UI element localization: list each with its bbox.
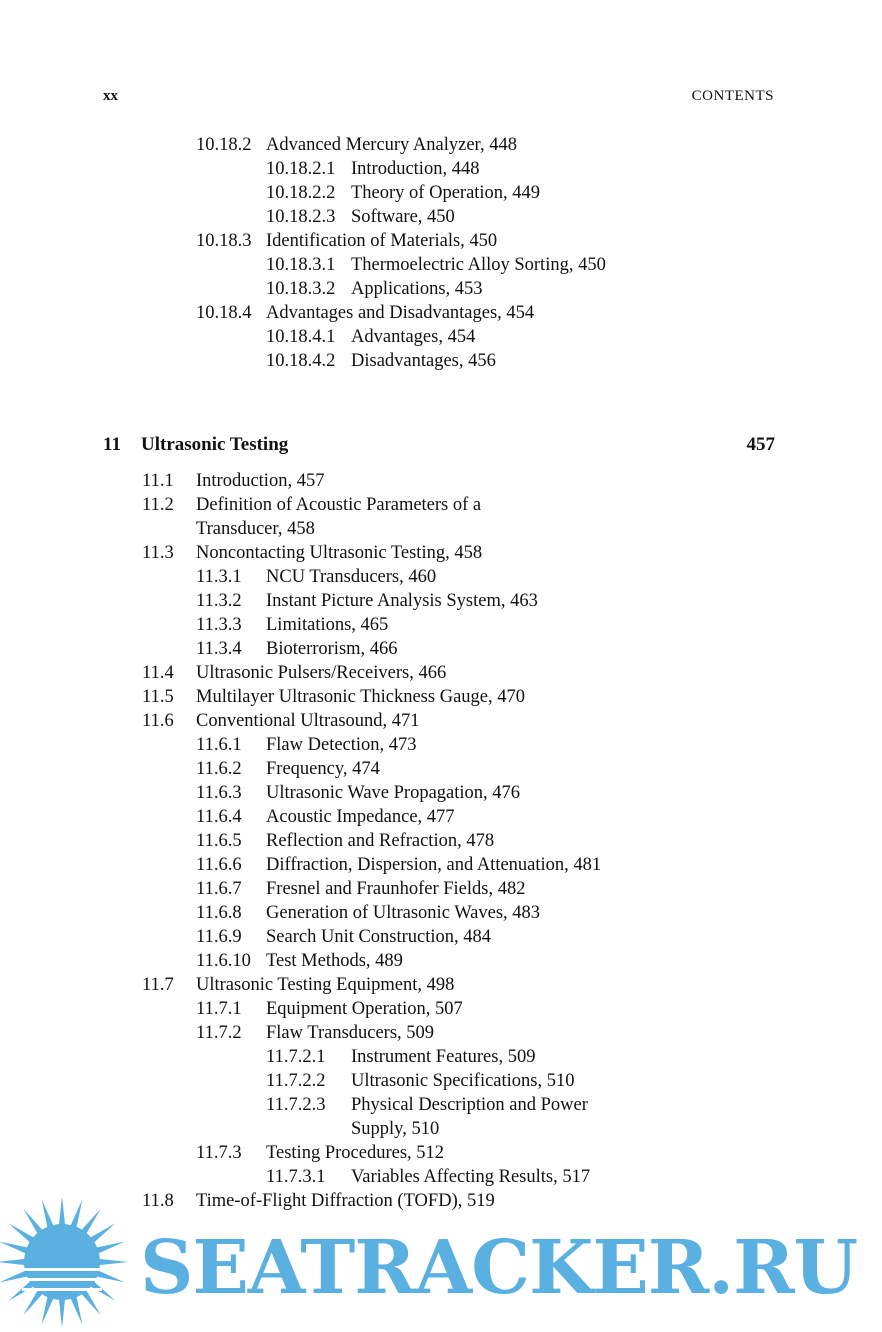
chapter-number: 11: [103, 434, 121, 455]
toc-entry-number: 11.6.4: [196, 807, 242, 827]
toc-entry-number: 11.7.3.1: [266, 1167, 326, 1187]
toc-entry-title: Frequency, 474: [266, 759, 380, 779]
toc-entry[interactable]: [0, 781, 882, 805]
toc-entry-number: 10.18.4: [196, 303, 252, 323]
toc-entry[interactable]: [0, 469, 882, 493]
toc-entry[interactable]: [0, 181, 882, 205]
toc-entry[interactable]: [0, 1141, 882, 1165]
toc-entry-number: 11.7: [142, 975, 174, 995]
toc-entry[interactable]: [0, 1165, 882, 1189]
toc-entry[interactable]: [0, 685, 882, 709]
toc-entry-title: Testing Procedures, 512: [266, 1143, 445, 1163]
toc-entry[interactable]: [0, 613, 882, 637]
toc-entry[interactable]: [0, 973, 882, 997]
toc-entry[interactable]: [0, 805, 882, 829]
toc-entry-number: 11.6.1: [196, 735, 242, 755]
toc-entry-title: Flaw Detection, 473: [266, 735, 417, 755]
toc-entry-title: Disadvantages, 456: [351, 351, 496, 371]
toc-entry[interactable]: [0, 325, 882, 349]
toc-entry-title: Advantages, 454: [351, 327, 476, 347]
toc-entry-title: Generation of Ultrasonic Waves, 483: [266, 903, 541, 923]
toc-entry-number: 11.6.2: [196, 759, 242, 779]
toc-entry[interactable]: [0, 877, 882, 901]
toc-entry-title: Theory of Operation, 449: [351, 183, 541, 203]
watermark-text: SEATRACKER.RU: [140, 1225, 858, 1311]
toc-entry-number: 10.18.2.2: [266, 183, 336, 203]
toc-entry-number: 11.6.5: [196, 831, 242, 851]
toc-entry-title: Applications, 453: [351, 279, 483, 299]
toc-entry[interactable]: [0, 997, 882, 1021]
toc-entry-title: Conventional Ultrasound, 471: [196, 711, 420, 731]
toc-entry[interactable]: [0, 1069, 882, 1093]
toc-entry-number: 11.6: [142, 711, 174, 731]
toc-entry-title: Acoustic Impedance, 477: [266, 807, 455, 827]
running-header: CONTENTS: [691, 88, 774, 104]
toc-entry-number: 10.18.4.2: [266, 351, 336, 371]
toc-entry-number: 10.18.2.3: [266, 207, 336, 227]
toc-entry-title: Test Methods, 489: [266, 951, 403, 971]
toc-entry-title: Instant Picture Analysis System, 463: [266, 591, 538, 611]
toc-entry-number: 10.18.2.1: [266, 159, 336, 179]
chapter-title: Ultrasonic Testing: [141, 434, 289, 455]
toc-entry-number: 11.7.1: [196, 999, 242, 1019]
toc-entry-number: 11.3.1: [196, 567, 242, 587]
toc-entry[interactable]: [0, 829, 882, 853]
toc-entry-title: Introduction, 457: [196, 471, 325, 491]
toc-entry[interactable]: [0, 757, 882, 781]
toc-entry[interactable]: [0, 541, 882, 565]
toc-entry-title: Software, 450: [351, 207, 455, 227]
toc-entry-title: Variables Affecting Results, 517: [351, 1167, 591, 1187]
toc-entry[interactable]: [0, 157, 882, 181]
toc-entry-number: 10.18.3.2: [266, 279, 336, 299]
toc-entry-title: Ultrasonic Wave Propagation, 476: [266, 783, 521, 803]
toc-entry-number: 11.3.4: [196, 639, 242, 659]
chapter-page: 457: [746, 434, 775, 455]
toc-entry[interactable]: [0, 733, 882, 757]
toc-entry-title: Introduction, 448: [351, 159, 480, 179]
toc-entry-title: Identification of Materials, 450: [266, 231, 498, 251]
toc-entry[interactable]: [0, 1021, 882, 1045]
toc-entry[interactable]: [0, 253, 882, 277]
toc-entry-title: Instrument Features, 509: [351, 1047, 536, 1067]
toc-entry-number: 11.7.2.2: [266, 1071, 326, 1091]
toc-entry-number: 11.1: [142, 471, 174, 491]
toc-entry-number: 11.4: [142, 663, 174, 683]
toc-entry-title: Transducer, 458: [196, 519, 315, 539]
toc-entry-number: 10.18.2: [196, 135, 252, 155]
toc-entry[interactable]: [0, 133, 882, 157]
toc-entry-title: Ultrasonic Testing Equipment, 498: [196, 975, 455, 995]
toc-entry-number: 11.6.6: [196, 855, 242, 875]
toc-entry-number: 11.2: [142, 495, 174, 515]
toc-entry-title: Definition of Acoustic Parameters of a: [196, 495, 482, 515]
toc-entry-title: Flaw Transducers, 509: [266, 1023, 435, 1043]
page-number-roman: xx: [103, 88, 118, 104]
toc-entry-title: Noncontacting Ultrasonic Testing, 458: [196, 543, 483, 563]
toc-entry-title: Reflection and Refraction, 478: [266, 831, 495, 851]
toc-entry-number: 11.6.8: [196, 903, 242, 923]
toc-entry[interactable]: [0, 1045, 882, 1069]
toc-entry-number: 10.18.3: [196, 231, 252, 251]
toc-entry-title: Diffraction, Dispersion, and Attenuation, 481: [266, 855, 602, 875]
toc-entry-title: Ultrasonic Pulsers/Receivers, 466: [196, 663, 447, 683]
toc-entry-title: Ultrasonic Specifications, 510: [351, 1071, 575, 1091]
toc-entry-number: 10.18.3.1: [266, 255, 336, 275]
toc-entry[interactable]: [0, 1117, 882, 1141]
toc-entry-number: 11.6.10: [196, 951, 251, 971]
toc-entry[interactable]: [0, 205, 882, 229]
toc-entry-number: 11.6.9: [196, 927, 242, 947]
toc-entry[interactable]: [0, 493, 882, 517]
toc-entry-title: Limitations, 465: [266, 615, 389, 635]
toc-entry-number: 11.3.2: [196, 591, 242, 611]
toc-entry-number: 11.7.3: [196, 1143, 242, 1163]
toc-entry-number: 11.5: [142, 687, 174, 707]
toc-entry-number: 11.7.2: [196, 1023, 242, 1043]
toc-entry-title: Supply, 510: [351, 1119, 440, 1139]
toc-entry[interactable]: [0, 925, 882, 949]
toc-entry[interactable]: [0, 229, 882, 253]
toc-entry[interactable]: [0, 517, 882, 541]
toc-entry-number: 11.3.3: [196, 615, 242, 635]
toc-entry-title: NCU Transducers, 460: [266, 567, 437, 587]
toc-entry-number: 11.3: [142, 543, 174, 563]
toc-entry-title: Search Unit Construction, 484: [266, 927, 492, 947]
toc-entry[interactable]: [0, 349, 882, 373]
toc-entry[interactable]: [0, 1093, 882, 1117]
toc-entry[interactable]: [0, 565, 882, 589]
toc-entry[interactable]: [0, 637, 882, 661]
toc-entry[interactable]: [0, 301, 882, 325]
toc-entry[interactable]: [0, 853, 882, 877]
toc-entry[interactable]: [0, 589, 882, 613]
toc-entry-title: Fresnel and Fraunhofer Fields, 482: [266, 879, 526, 899]
toc-entry[interactable]: [0, 661, 882, 685]
toc-entry-title: Multilayer Ultrasonic Thickness Gauge, 470: [196, 687, 525, 707]
toc-entry-number: 11.7.2.1: [266, 1047, 326, 1067]
toc-entry-number: 11.6.3: [196, 783, 242, 803]
toc-entry-number: 11.8: [142, 1191, 174, 1211]
toc-entry[interactable]: [0, 901, 882, 925]
toc-entry[interactable]: [0, 277, 882, 301]
toc-entry[interactable]: [0, 949, 882, 973]
toc-entry[interactable]: [0, 709, 882, 733]
toc-entry-title: Advantages and Disadvantages, 454: [266, 303, 535, 323]
toc-entry-title: Physical Description and Power: [351, 1095, 588, 1115]
toc-entry-number: 11.6.7: [196, 879, 242, 899]
toc-entry-number: 10.18.4.1: [266, 327, 336, 347]
chapter-heading[interactable]: [0, 433, 882, 457]
toc-entry-title: Thermoelectric Alloy Sorting, 450: [351, 255, 606, 275]
toc-entry-title: Time-of-Flight Diffraction (TOFD), 519: [196, 1191, 495, 1211]
toc-entry-title: Bioterrorism, 466: [266, 639, 398, 659]
toc-entry-title: Advanced Mercury Analyzer, 448: [266, 135, 517, 155]
toc-entry-title: Equipment Operation, 507: [266, 999, 463, 1019]
toc-entry-number: 11.7.2.3: [266, 1095, 326, 1115]
